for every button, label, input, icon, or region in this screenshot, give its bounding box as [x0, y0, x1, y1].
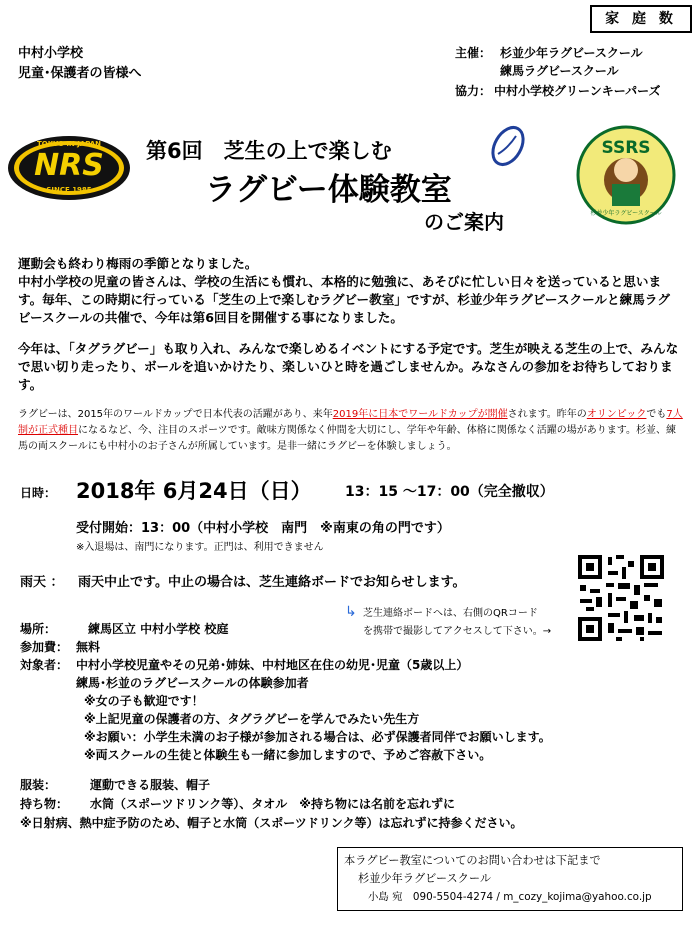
intro-paragraph-2: 今年は、「タグラグビー」も取り入れ、みんなで楽しめるイベントにする予定です。芝生が映える芝生の上で、みんなで思い切り走ったり、ボールを追いかけたり、楽しいひと時を過ごしませんか。みなさんの参加をお待ちしております。 — [18, 341, 679, 392]
ssrs-logo-text: SSRS — [601, 138, 651, 158]
target-note-2: ※上記児童の保護者の方、タグラグビーを学んでみたい先生方 — [84, 712, 420, 726]
target-line-2: 練馬･杉並のラグビースクールの体験参加者 — [76, 676, 309, 690]
nrs-logo — [6, 134, 132, 202]
cooperation-org: 中村小学校グリーンキーパーズ — [494, 84, 661, 98]
organizer-2: 練馬ラグビースクール — [500, 64, 619, 78]
heat-warning: ※日射病、熱中症予防のため、帽子と水筒（スポーツドリンク等）は忘れずに持参ください。 — [20, 816, 523, 830]
qr-note-2: を携帯で撮影してアクセスして下さい。→ — [363, 626, 552, 637]
place-label: 場所： — [20, 622, 57, 636]
title-line1: 第6回 芝生の上で楽しむ — [146, 139, 392, 163]
nrs-logo-bottom-text: SINCE 1985 — [46, 186, 92, 194]
addressee-recipients: 児童･保護者の皆様へ — [18, 66, 142, 81]
household-badge: 家 庭 数 — [590, 5, 692, 33]
event-time: 13：15 ～17：00（完全撤収） — [345, 484, 554, 500]
reception-time: 受付開始：13：00（中村小学校 南門 ※南東の角の門です） — [76, 521, 450, 536]
target-note-4: ※両スクールの生徒と体験生も一緒に参加しますので、予めご容赦下さい。 — [84, 748, 492, 762]
target-note-3: ※お願い：小学生未満のお子様が参加される場合は、必ず保護者同伴でお願いします。 — [84, 730, 551, 744]
rain-policy: 雨天中止です。中止の場合は、芝生連絡ボードでお知らせします。 — [78, 575, 466, 590]
organizer-1: 杉並少年ラグビースクール — [500, 46, 643, 60]
title-line3: のご案内 — [424, 210, 504, 234]
clothes-label: 服装： — [20, 778, 57, 792]
contact-line-2: 杉並少年ラグビースクール — [358, 872, 492, 885]
belongings-label: 持ち物： — [20, 797, 69, 811]
nrs-logo-text: NRS — [34, 148, 104, 183]
belongings-value: 水筒（スポーツドリンク等）、タオル ※持ち物には名前を忘れずに — [90, 797, 455, 811]
ssrs-logo — [570, 124, 682, 226]
reception-note: ※入退場は、南門になります。正門は、利用できません — [76, 542, 324, 553]
arrow-icon: ↳ — [345, 604, 357, 620]
qr-note-1: 芝生連絡ボードへは、右側のQRコード — [363, 608, 538, 619]
intro-paragraph-1: 運動会も終わり梅雨の季節となりました。 中村小学校の児童の皆さんは、学校の生活にも慣れ、本格的に勉強に、あそびに忙しい日々を送っていると思います。毎年、この時期に行っている「芝生の上で楽しむラグビー教室」ですが、杉並少年ラグビースクールと練馬ラグビースクールの共催で、今年は第6回目を開催する事になりました。 — [18, 256, 670, 325]
nrs-logo-top-text: TOKYO IN JAPAN — [36, 140, 102, 148]
fee-label: 参加費： — [20, 640, 69, 654]
rugby-note: ラグビーは、2015年のワールドカップで日本代表の活躍があり、来年2019年に日本でワールドカップが開催されます。昨年のオリンピックでも7人制が正式種目になるなど、今、注目のスポーツです。敵味方関係なく仲間を大切にし、学年や年齢、体格に関係なく活躍の場があります。杉並、練馬の両スクールにも中村小のお子さんが所属しています。是非一緒にラグビーを体験しましょう。 — [18, 409, 683, 452]
event-date: 2018年 6月24日（日） — [76, 479, 312, 503]
rain-label: 雨天 ： — [20, 575, 64, 590]
target-line-1: 中村小学校児童やその兄弟･姉妹、中村地区在住の幼児･児童（5歳以上） — [76, 658, 469, 672]
contact-box — [337, 847, 683, 911]
clothes-value: 運動できる服装、帽子 — [90, 778, 211, 792]
title-main: ラグビー体験教室 — [205, 172, 452, 208]
rugby-ball-icon — [488, 124, 528, 168]
contact-line-1: 本ラグビー教室についてのお問い合わせは下記まで — [344, 854, 601, 867]
fee-value: 無料 — [76, 640, 101, 654]
date-label: 日時： — [20, 486, 57, 500]
ssrs-logo-ring-text: 杉並少年ラグビースクール — [590, 210, 662, 217]
place-value: 練馬区立 中村小学校 校庭 — [88, 622, 229, 636]
qr-code[interactable] — [578, 555, 664, 641]
organizer-label: 主催： — [455, 46, 492, 60]
addressee-school: 中村小学校 — [18, 46, 84, 61]
cooperation-label: 協力： — [455, 84, 492, 98]
target-label: 対象者： — [20, 658, 69, 672]
target-note-1: ※女の子も歓迎です！ — [84, 694, 204, 708]
contact-line-3[interactable]: 小島 宛 090-5504-4274 / m_cozy_kojima@yahoo.co.jp — [368, 891, 652, 903]
